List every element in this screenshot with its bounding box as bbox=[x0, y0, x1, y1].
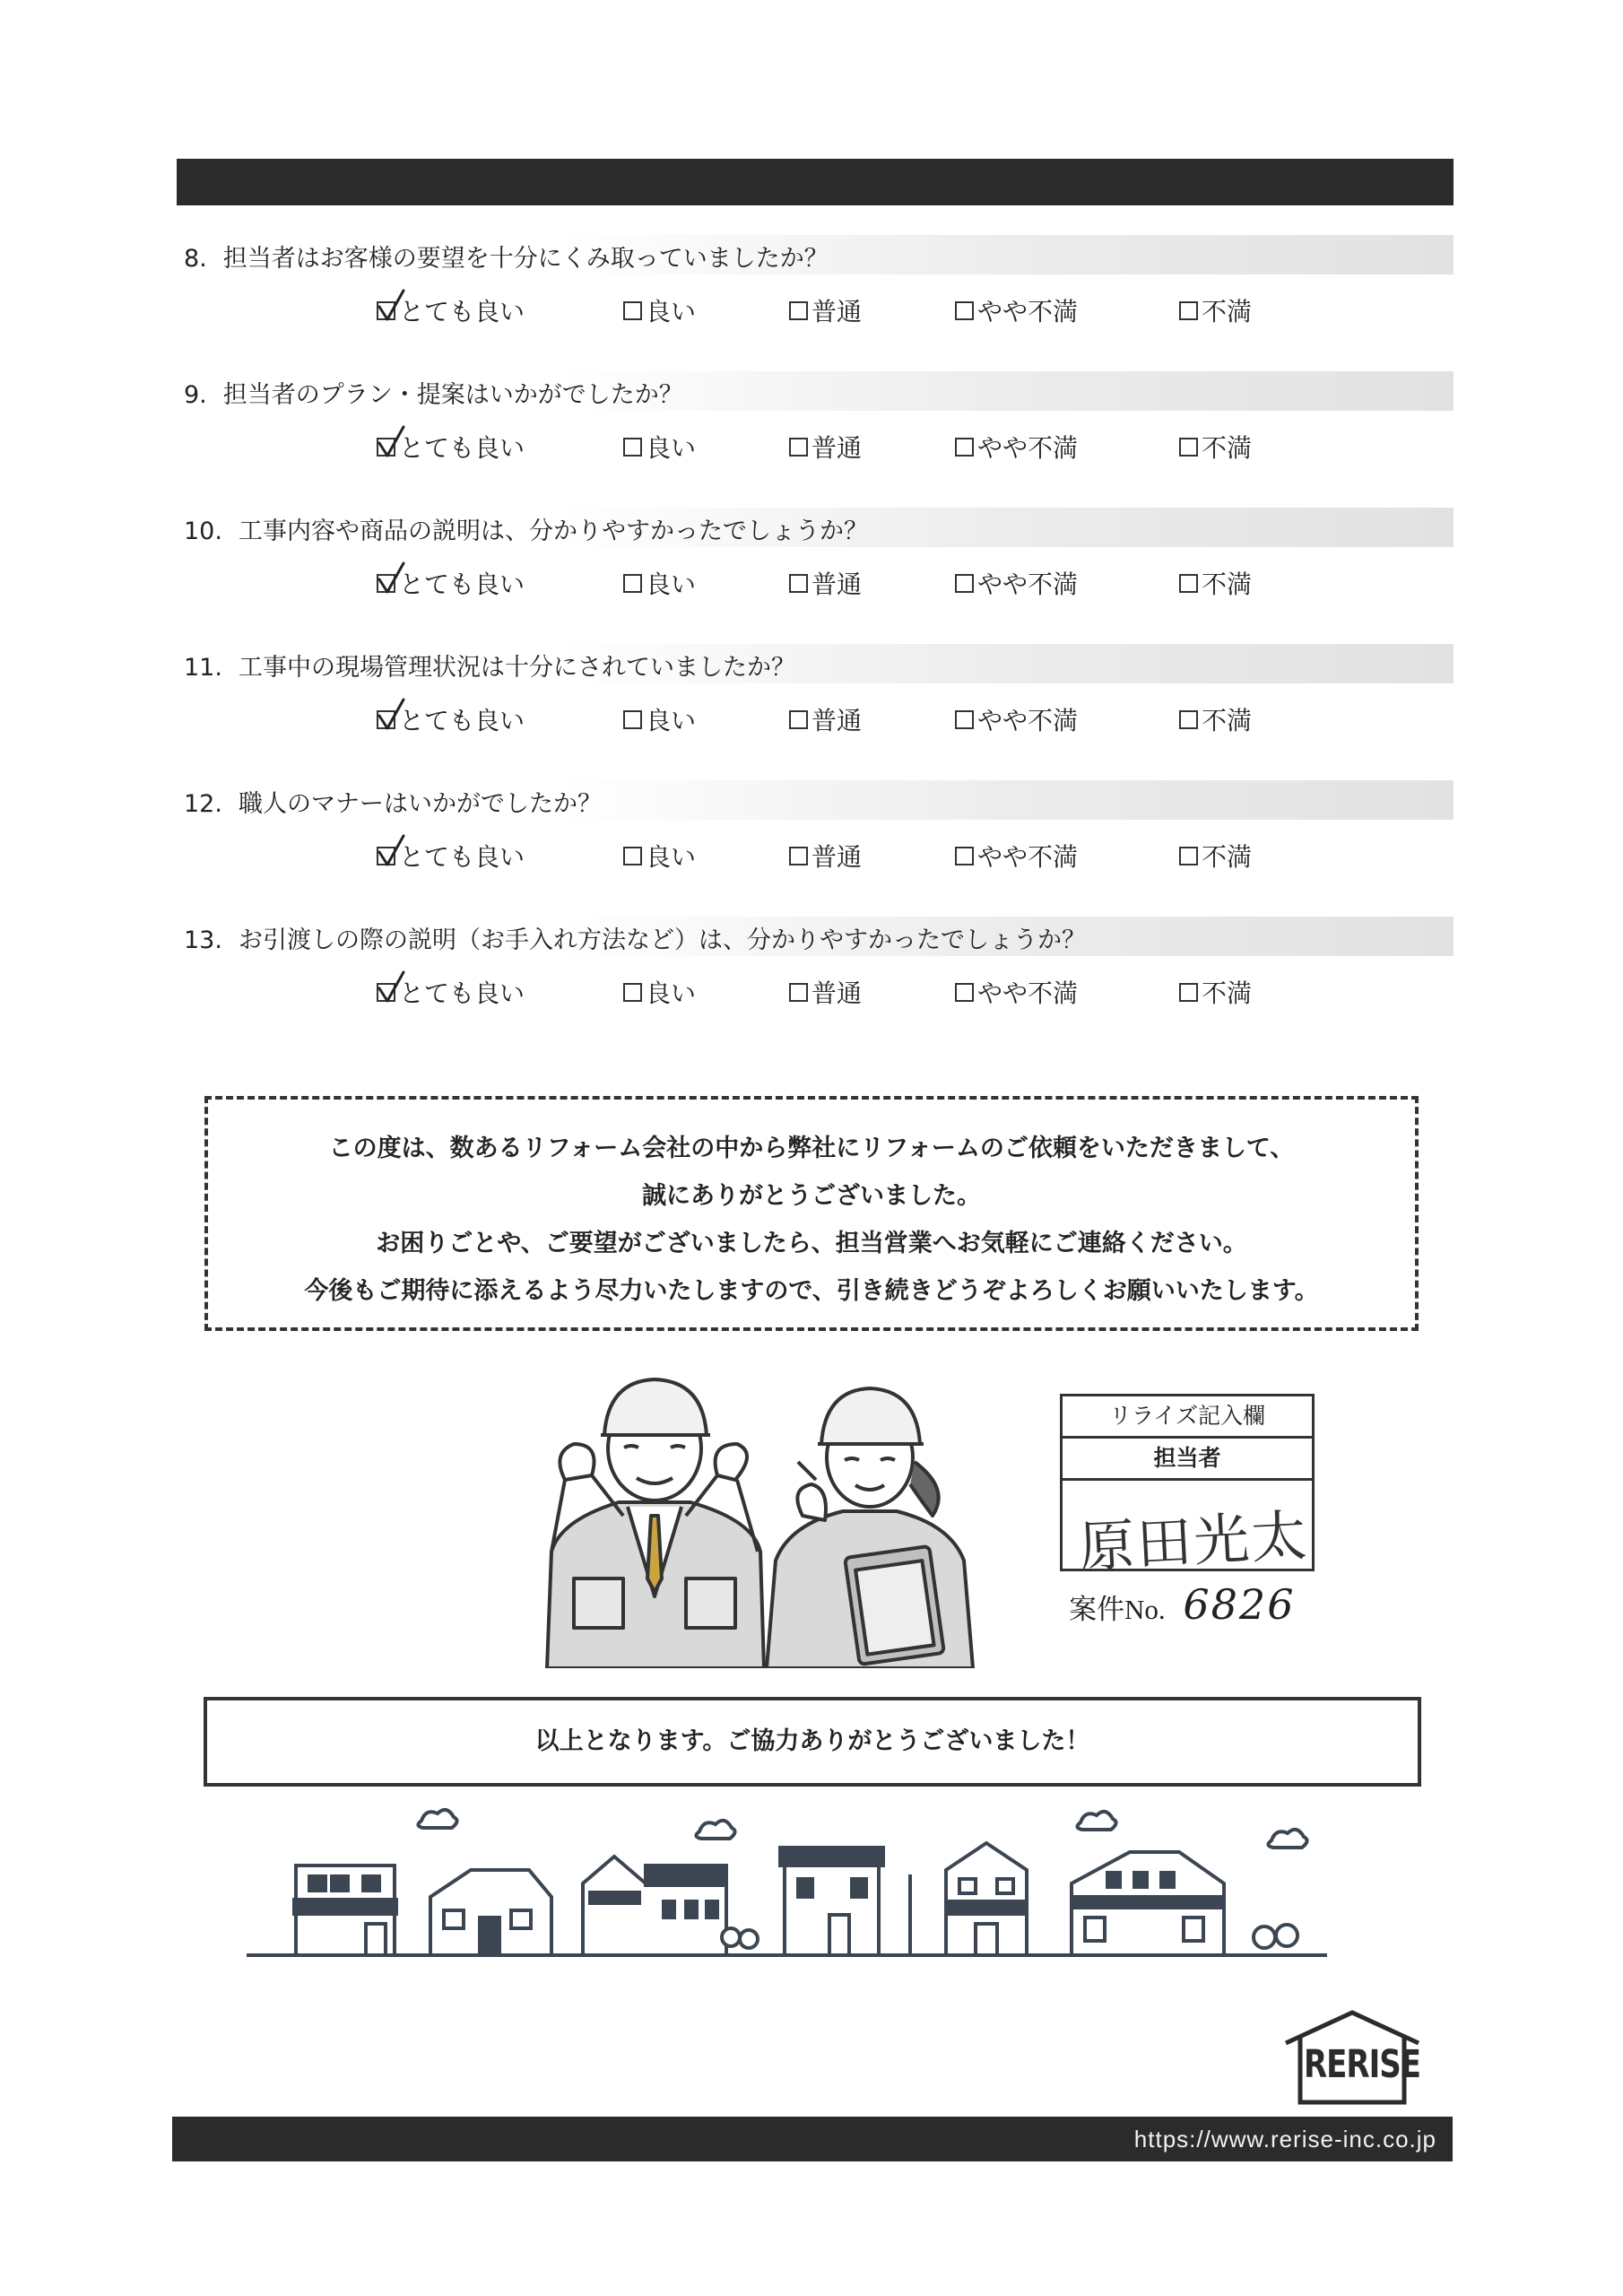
check-mark-icon bbox=[377, 561, 409, 596]
check-mark-icon bbox=[377, 425, 409, 459]
question-label: 工事中の現場管理状況は十分にされていましたか？ bbox=[238, 654, 795, 682]
answer-option[interactable] bbox=[955, 838, 1078, 874]
answer-option[interactable] bbox=[623, 838, 696, 874]
question-number: 13. bbox=[184, 926, 222, 954]
answer-option[interactable] bbox=[377, 429, 525, 465]
answer-option-label: やや不満 bbox=[977, 297, 1079, 326]
answer-option[interactable] bbox=[789, 429, 862, 465]
answer-option-label: 普通 bbox=[812, 706, 863, 735]
question-text bbox=[184, 375, 683, 410]
check-mark-icon bbox=[377, 970, 409, 1004]
checkbox-icon[interactable] bbox=[955, 301, 974, 320]
answer-option-label: 不満 bbox=[1202, 297, 1253, 326]
answer-option[interactable] bbox=[1179, 701, 1252, 737]
answer-option-label: やや不満 bbox=[977, 842, 1079, 872]
answer-option[interactable] bbox=[1179, 292, 1252, 328]
question-label: お引渡しの際の説明（お手入れ方法など）は、分かりやすかったでしょうか？ bbox=[238, 926, 1086, 954]
answer-option-label: とても良い bbox=[399, 570, 525, 599]
checkbox-icon[interactable] bbox=[789, 438, 808, 457]
checkbox-icon[interactable] bbox=[623, 710, 642, 729]
question-number: 9. bbox=[184, 381, 207, 409]
answer-option-label: 普通 bbox=[812, 297, 863, 326]
question-8 bbox=[177, 235, 1454, 274]
answer-option-label: やや不満 bbox=[977, 570, 1079, 599]
check-mark-icon bbox=[377, 289, 409, 323]
answer-option[interactable] bbox=[955, 974, 1078, 1010]
workers-illustration bbox=[538, 1372, 977, 1668]
checkbox-icon[interactable] bbox=[955, 710, 974, 729]
check-mark-icon bbox=[377, 698, 409, 732]
answer-option[interactable] bbox=[377, 701, 525, 737]
checkbox-icon[interactable] bbox=[955, 574, 974, 593]
answer-option-label: 不満 bbox=[1202, 570, 1253, 599]
answer-option[interactable] bbox=[623, 701, 696, 737]
case-number: 6826 bbox=[1183, 1580, 1296, 1629]
checkbox-icon[interactable] bbox=[623, 438, 642, 457]
question-number: 10. bbox=[184, 517, 222, 545]
question-number: 11. bbox=[184, 654, 222, 682]
answer-option[interactable] bbox=[1179, 565, 1252, 601]
staff-signature-area bbox=[1063, 1481, 1312, 1580]
question-label: 工事内容や商品の説明は、分かりやすかったでしょうか？ bbox=[238, 517, 868, 545]
question-label: 担当者はお客様の要望を十分にくみ取っていましたか？ bbox=[222, 245, 829, 273]
checkbox-icon[interactable] bbox=[623, 574, 642, 593]
answer-option-label: 普通 bbox=[812, 842, 863, 872]
question-9 bbox=[177, 371, 1454, 411]
answer-option-label: やや不満 bbox=[977, 706, 1079, 735]
checkbox-icon[interactable] bbox=[1179, 301, 1198, 320]
townscape-illustration bbox=[242, 1803, 1336, 1960]
answer-options bbox=[177, 838, 1454, 877]
message-line-4: 今後もご期待に添えるよう尽力いたしますので、引き続きどうぞよろしくお願いいたします。 bbox=[304, 1277, 1319, 1305]
logo-text: RERISE bbox=[1304, 2042, 1420, 2087]
checkbox-icon[interactable] bbox=[789, 710, 808, 729]
answer-option-label: 不満 bbox=[1202, 842, 1253, 872]
checkbox-icon[interactable] bbox=[789, 574, 808, 593]
checkbox-icon[interactable] bbox=[377, 438, 395, 457]
answer-option-label: 良い bbox=[646, 978, 697, 1008]
question-number: 12. bbox=[184, 790, 222, 818]
answer-option[interactable] bbox=[789, 974, 862, 1010]
message-line-2: 誠にありがとうございました。 bbox=[642, 1182, 981, 1210]
answer-option[interactable] bbox=[955, 429, 1078, 465]
checkbox-icon[interactable] bbox=[955, 438, 974, 457]
answer-option-label: 良い bbox=[646, 433, 697, 463]
question-label: 担当者のプラン・提案はいかがでしたか？ bbox=[222, 381, 683, 409]
case-number-row bbox=[1069, 1580, 1295, 1629]
checkbox-icon[interactable] bbox=[623, 847, 642, 865]
footer-bar bbox=[172, 2117, 1453, 2161]
question-text bbox=[184, 511, 868, 546]
answer-option-label: とても良い bbox=[399, 842, 525, 872]
checkbox-icon[interactable] bbox=[623, 301, 642, 320]
question-number: 8. bbox=[184, 245, 207, 273]
answer-option[interactable] bbox=[377, 292, 525, 328]
answer-options bbox=[177, 974, 1454, 1013]
question-text bbox=[184, 920, 1086, 955]
checkbox-icon[interactable] bbox=[623, 983, 642, 1002]
answer-option-label: 不満 bbox=[1202, 433, 1253, 463]
case-number-label: 案件No. bbox=[1069, 1594, 1166, 1625]
thank-you-message-box bbox=[204, 1096, 1419, 1331]
answer-option[interactable] bbox=[1179, 838, 1252, 874]
answer-options bbox=[177, 701, 1454, 741]
answer-option[interactable] bbox=[789, 701, 862, 737]
answer-options bbox=[177, 565, 1454, 604]
question-text bbox=[184, 648, 795, 683]
answer-option-label: とても良い bbox=[399, 433, 525, 463]
answer-option-label: とても良い bbox=[399, 706, 525, 735]
question-10 bbox=[177, 508, 1454, 547]
answer-options bbox=[177, 429, 1454, 468]
question-11 bbox=[177, 644, 1454, 683]
checkbox-icon[interactable] bbox=[955, 847, 974, 865]
question-12 bbox=[177, 780, 1454, 820]
checkbox-icon[interactable] bbox=[1179, 438, 1198, 457]
question-13 bbox=[177, 917, 1454, 956]
answer-option-label: とても良い bbox=[399, 978, 525, 1008]
checkbox-icon[interactable] bbox=[1179, 983, 1198, 1002]
answer-option[interactable] bbox=[623, 429, 696, 465]
staff-signature: 原田光太 bbox=[1077, 1502, 1311, 1580]
closing-message: 以上となります。ご協力ありがとうございました！ bbox=[204, 1697, 1421, 1787]
message-line-1: この度は、数あるリフォーム会社の中から弊社にリフォームのご依頼をいただきまして、 bbox=[328, 1135, 1295, 1162]
record-title: リライズ記入欄 bbox=[1063, 1396, 1312, 1439]
staff-label: 担当者 bbox=[1063, 1439, 1312, 1481]
answer-option[interactable] bbox=[623, 565, 696, 601]
answer-option[interactable] bbox=[955, 565, 1078, 601]
answer-option-label: やや不満 bbox=[977, 433, 1079, 463]
answer-option-label: 良い bbox=[646, 297, 697, 326]
checkbox-icon[interactable] bbox=[377, 983, 395, 1002]
checkbox-icon[interactable] bbox=[377, 847, 395, 865]
answer-option[interactable] bbox=[1179, 974, 1252, 1010]
checkbox-icon[interactable] bbox=[789, 301, 808, 320]
answer-option[interactable] bbox=[789, 292, 862, 328]
answer-option-label: とても良い bbox=[399, 297, 525, 326]
answer-option-label: 普通 bbox=[812, 978, 863, 1008]
checkbox-icon[interactable] bbox=[1179, 574, 1198, 593]
answer-option-label: 良い bbox=[646, 570, 697, 599]
answer-option-label: 不満 bbox=[1202, 978, 1253, 1008]
answer-option[interactable] bbox=[377, 565, 525, 601]
footer-url[interactable]: https://www.rerise-inc.co.jp bbox=[1133, 2126, 1436, 2152]
answer-options bbox=[177, 292, 1454, 332]
worker-female-illustration bbox=[767, 1388, 973, 1668]
checkbox-icon[interactable] bbox=[1179, 710, 1198, 729]
answer-option-label: 良い bbox=[646, 706, 697, 735]
answer-option[interactable] bbox=[955, 292, 1078, 328]
answer-option[interactable] bbox=[955, 701, 1078, 737]
question-text bbox=[184, 784, 602, 819]
answer-option-label: やや不満 bbox=[977, 978, 1079, 1008]
answer-option[interactable] bbox=[789, 565, 862, 601]
header-bar bbox=[177, 159, 1454, 205]
checkbox-icon[interactable] bbox=[377, 710, 395, 729]
answer-option[interactable] bbox=[789, 838, 862, 874]
checkbox-icon[interactable] bbox=[377, 301, 395, 320]
worker-male-illustration bbox=[547, 1379, 764, 1668]
answer-option-label: 普通 bbox=[812, 433, 863, 463]
check-mark-icon bbox=[377, 834, 409, 868]
answer-option-label: 良い bbox=[646, 842, 697, 872]
answer-option[interactable] bbox=[1179, 429, 1252, 465]
answer-option[interactable] bbox=[377, 974, 525, 1010]
checkbox-icon[interactable] bbox=[1179, 847, 1198, 865]
answer-option[interactable] bbox=[377, 838, 525, 874]
answer-option[interactable] bbox=[623, 974, 696, 1010]
checkbox-icon[interactable] bbox=[789, 847, 808, 865]
answer-option-label: 普通 bbox=[812, 570, 863, 599]
checkbox-icon[interactable] bbox=[789, 983, 808, 1002]
checkbox-icon[interactable] bbox=[955, 983, 974, 1002]
message-line-3: お困りごとや、ご要望がございましたら、担当営業へお気軽にご連絡ください。 bbox=[376, 1230, 1247, 1257]
answer-option-label: 不満 bbox=[1202, 706, 1253, 735]
staff-record-box bbox=[1060, 1394, 1315, 1580]
checkbox-icon[interactable] bbox=[377, 574, 395, 593]
answer-option[interactable] bbox=[623, 292, 696, 328]
rerise-logo bbox=[1280, 2007, 1424, 2106]
question-label: 職人のマナーはいかがでしたか？ bbox=[238, 790, 602, 818]
question-text bbox=[184, 239, 829, 274]
